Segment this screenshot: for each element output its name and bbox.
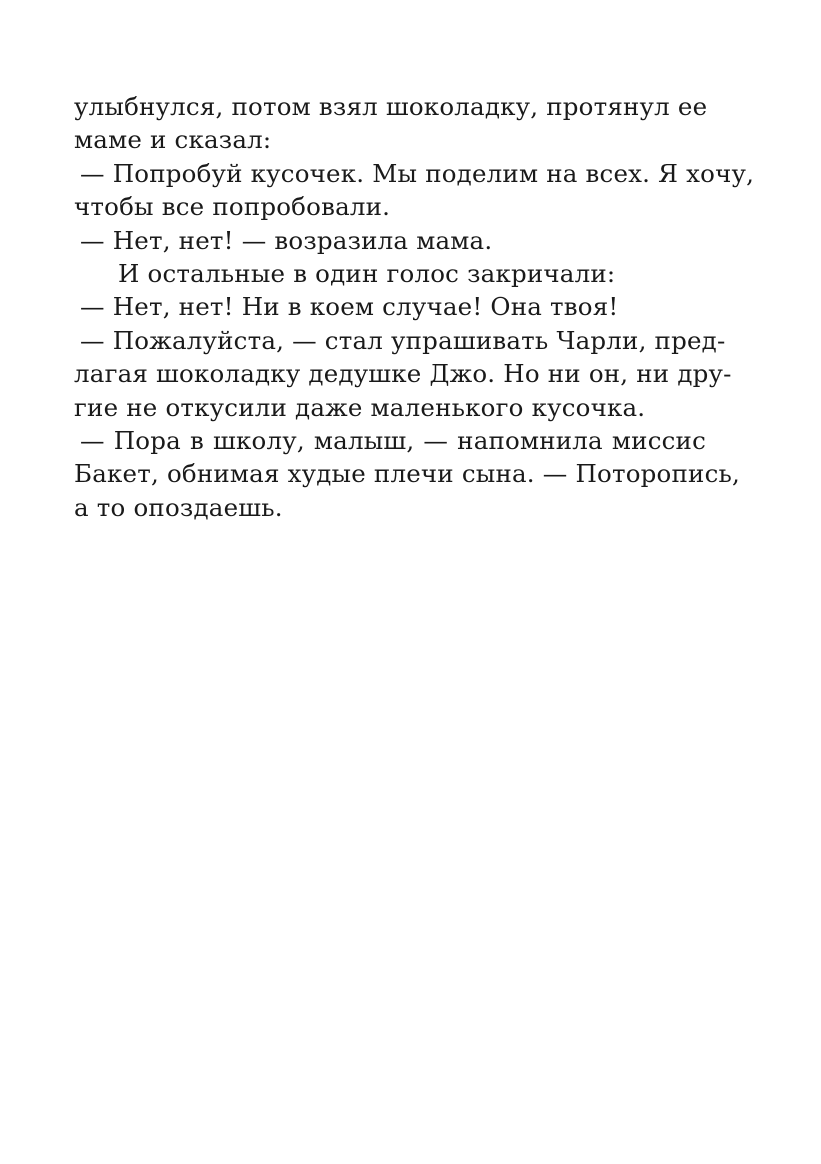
text-line: Бакет, обнимая худые плечи сына. — Поторопись, xyxy=(74,459,741,489)
dialogue-line: — Пожалуйста, — стал упрашивать Чарли, пред- xyxy=(80,325,726,355)
text-line: а то опоздаешь. xyxy=(74,492,283,522)
paragraph-line: И остальные в один голос закричали: xyxy=(118,258,616,288)
dialogue-line: — Попробуй кусочек. Мы поделим на всех. Я хочу, xyxy=(80,158,755,188)
text-line: гие не откусили даже маленького кусочка. xyxy=(74,392,646,422)
dialogue-line: — Нет, нет! — возразила мама. xyxy=(80,225,493,255)
text-line: чтобы все попробовали. xyxy=(74,192,391,222)
text-line: лагая шоколадку дедушке Джо. Но ни он, ни дру- xyxy=(74,359,732,389)
body-text xyxy=(74,90,755,524)
dialogue-line: — Пора в школу, малыш, — напомнила миссис xyxy=(80,425,706,455)
text-line: улыбнулся, потом взял шоколадку, протянул ее xyxy=(74,92,708,121)
dialogue-line: — Нет, нет! Ни в коем случае! Она твоя! xyxy=(80,292,619,322)
text-line: маме и сказал: xyxy=(74,125,272,155)
